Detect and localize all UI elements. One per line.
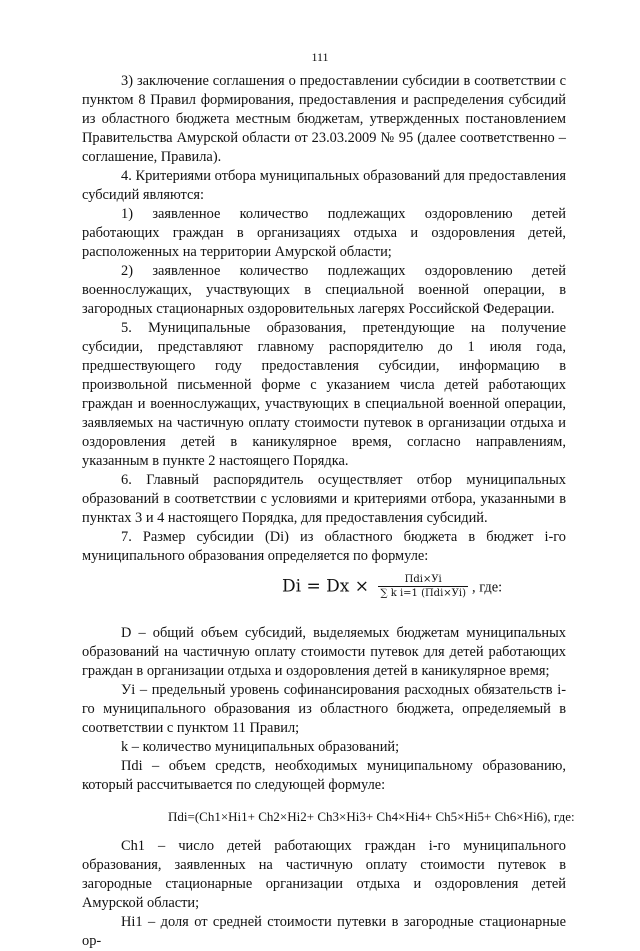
funds-formula-line: Пdi=(Сh1×Нi1+ Сh2×Нi2+ Сh3×Нi3+ Сh4×Нi4+ Сh5×Нi5+ Сh6×Нi6), где: xyxy=(168,809,575,824)
paragraph: 4. Критериями отбора муниципальных образований для предоставления субсидий являются: xyxy=(82,168,566,203)
definition: Уi – предельный уровень софинансирования расходных обязательств i-го муниципального образования из областного бюджета, определяемый в соответствии с пунктом 11 Правил; xyxy=(82,682,566,736)
definition: Нi1 – доля от средней стоимости путевки в загородные стационарные ор- xyxy=(82,914,566,949)
formula-denominator: ∑ k i=1 (Пdi×Уi) xyxy=(380,588,466,599)
formula-lhs: Di = Dx × xyxy=(282,576,369,597)
definition: D – общий объем субсидий, выделяемых бюджетам муниципальных образований на частичную оплату стоимости путевок для детей работающих граждан в организации отдыха и оздоровления детей в каникулярное время; xyxy=(82,625,566,679)
definition: Пdi – объем средств, необходимых муниципальному образованию, который рассчитывается по следующей формуле: xyxy=(82,758,566,793)
funds-formula xyxy=(82,795,575,837)
document-body xyxy=(82,72,575,951)
paragraph: 5. Муниципальные образования, претендующие на получение субсидии, представляют главному распорядителю до 1 июля года, предшествующего году предоставления субсидии, информацию в произвольной письменной форме с указанием числа детей работающих граждан и военнослужащих, участвующих в специальной военной операции, заявляемых на частичную оплату стоимости путевок в организации отдыха и оздоровления детей в каникулярное время, согласно направлениям, указанным в пункте 2 настоящего Порядка. xyxy=(82,320,566,469)
definition: Сh1 – число детей работающих граждан i-го муниципального образования, заявленных на частичную оплату стоимости путевок в загородные стационарные организации отдыха и оздоровления детей Амурской области; xyxy=(82,838,566,911)
page-number: 111 xyxy=(311,50,329,64)
paragraph: 6. Главный распорядитель осуществляет отбор муниципальных образований в соответствии с условиями и критериями отбора, указанными в пунктах 3 и 4 настоящего Порядка, для предоставления субсидий. xyxy=(82,472,566,526)
definition: k – количество муниципальных образований; xyxy=(121,739,400,755)
formula-suffix: , где: xyxy=(472,579,503,596)
paragraph: 3) заключение соглашения о предоставлении субсидии в соответствии с пунктом 8 Правил формирования, предоставления и распределения субсидий из областного бюджета местным бюджетам, утвержденных постановлением Правительства Амурской области от 23.03.2009 № 95 (далее соответственно – соглашение, Правила). xyxy=(82,73,566,165)
formula-line xyxy=(282,574,502,600)
paragraph: 1) заявленное количество подлежащих оздоровлению детей работающих граждан в организациях отдыха и оздоровления детей, расположенных на территории Амурской области; xyxy=(82,206,566,260)
paragraph: 7. Размер субсидии (Di) из областного бюджета в бюджет i-го муниципального образования определяется по формуле: xyxy=(82,529,566,564)
paragraph: 2) заявленное количество подлежащих оздоровлению детей военнослужащих, участвующих в специальной военной операции, в загородных стационарных оздоровительных лагерях Российской Федерации. xyxy=(82,263,566,317)
formula-fraction xyxy=(378,574,468,600)
subsidy-formula xyxy=(82,566,566,624)
formula-numerator: Пdi×Уi xyxy=(378,574,468,587)
